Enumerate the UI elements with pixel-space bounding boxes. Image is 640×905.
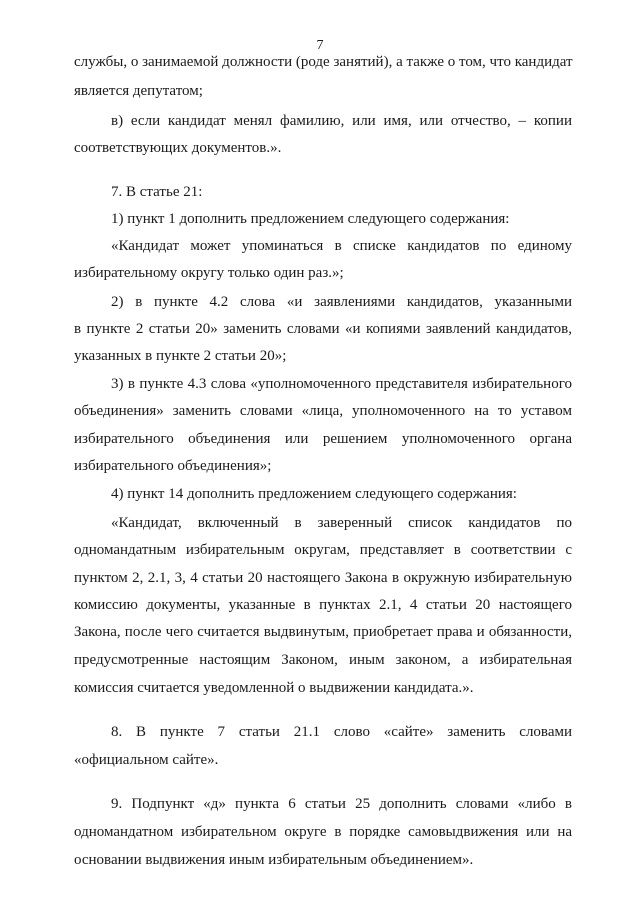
- text-line: пунктом 2, 2.1, 3, 4 статьи 20 настоящего Закона в окружную избирательную: [74, 570, 572, 586]
- page-number: 7: [316, 38, 324, 53]
- text-line: комиссию документы, указанные в пунктах 2.1, 4 статьи 20 настоящего: [74, 597, 572, 613]
- text-line: избирательного объединения или решением уполномоченного органа: [74, 431, 572, 447]
- text-line: «официальном сайте».: [74, 752, 219, 768]
- text-line: Закона, после чего считается выдвинутым, приобретает права и обязанности,: [74, 624, 572, 640]
- text-line: 7. В статье 21:: [111, 184, 203, 200]
- text-line: предусмотренные настоящим Законом, иным законом, а избирательная: [74, 652, 572, 668]
- text-line: «Кандидат может упоминаться в списке кандидатов по единому: [111, 238, 572, 254]
- text-line: 3) в пункте 4.3 слова «уполномоченного представителя избирательного: [111, 376, 572, 392]
- text-line: службы, о занимаемой должности (роде занятий), а также о том, что кандидат: [74, 54, 573, 70]
- text-line: 1) пункт 1 дополнить предложением следующего содержания:: [111, 211, 510, 227]
- text-line: 8. В пункте 7 статьи 21.1 слово «сайте» заменить словами: [111, 724, 572, 740]
- text-line: указанных в пункте 2 статьи 20»;: [74, 348, 287, 364]
- text-line: 4) пункт 14 дополнить предложением следующего содержания:: [111, 486, 517, 502]
- text-line: 2) в пункте 4.2 слова «и заявлениями кандидатов, указанными: [111, 294, 572, 310]
- text-line: избирательному округу только один раз.»;: [74, 265, 344, 281]
- text-line: одномандатным избирательным округам, представляет в соответствии с: [74, 542, 572, 558]
- text-line: объединения» заменить словами «лица, уполномоченного на то уставом: [74, 403, 572, 419]
- text-line: в пункте 2 статьи 20» заменить словами «и копиями заявлений кандидатов,: [74, 321, 572, 337]
- text-line: одномандатном избирательном округе в порядке самовыдвижения или на: [74, 824, 572, 840]
- text-line: 9. Подпункт «д» пункта 6 статьи 25 дополнить словами «либо в: [111, 796, 572, 812]
- text-line: является депутатом;: [74, 83, 203, 99]
- text-line: основании выдвижения иным избирательным объединением».: [74, 852, 474, 868]
- text-line: избирательного объединения»;: [74, 458, 272, 474]
- text-line: «Кандидат, включенный в заверенный список кандидатов по: [111, 515, 572, 531]
- text-line: соответствующих документов.».: [74, 140, 282, 156]
- text-line: в) если кандидат менял фамилию, или имя, или отчество, – копии: [111, 113, 572, 129]
- text-line: комиссия считается уведомленной о выдвижении кандидата.».: [74, 680, 474, 696]
